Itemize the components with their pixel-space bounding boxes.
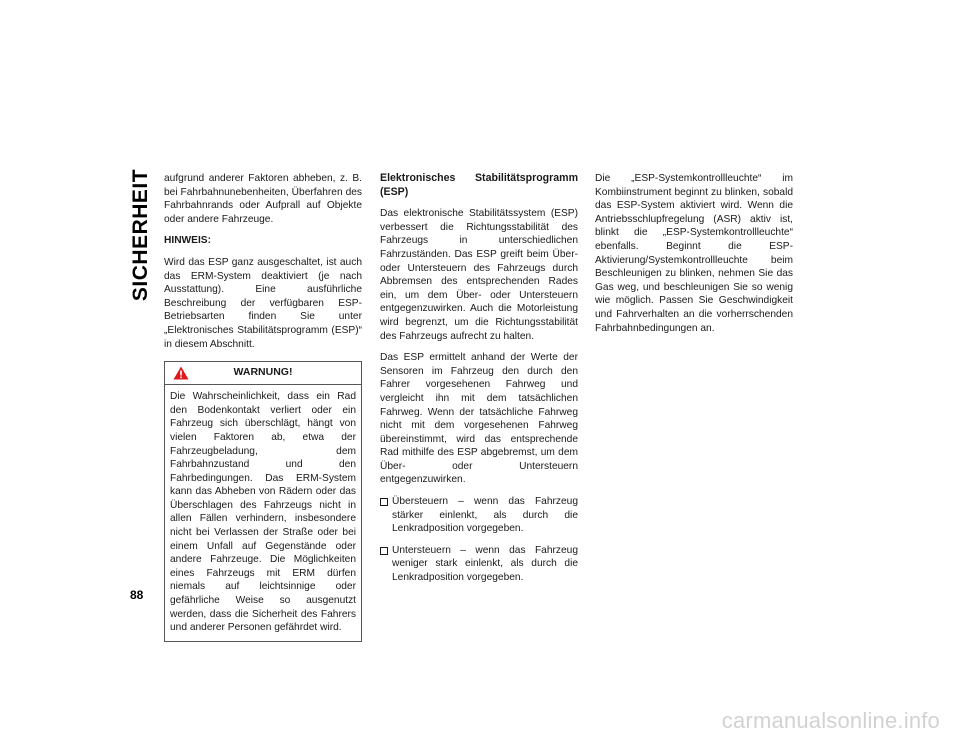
warning-text: Die Wahrscheinlichkeit, dass ein Rad den Bodenkontakt verliert oder ein Fahrzeug sich überschlägt, hängt von vielen Faktoren ab, etwa der Fahrzeugbeladung, dem Fahrbahnzustand und den Fahrbedingungen. Das ERM-System kann das Abheben von Rädern oder das Überschlagen des Fahrzeugs nicht in allen Fällen verhindern, insbesondere nicht bei Verlassen der Straße oder bei einem Unfall auf Gegenstände oder andere Fahrzeuge. Die Möglichkeiten eines Fahrzeugs mit ERM dürfen niemals auf leichtsinnige oder gefährliche Weise so ausgenutzt werden, dass die Sicherheit des Fahrers und anderer Personen gefährdet wird.: [170, 391, 356, 634]
square-bullet-icon: [380, 547, 388, 555]
section-tab-label: SICHERHEIT: [129, 168, 152, 302]
list-item-text: Untersteuern – wenn das Fahrzeug weniger stark einlenkt, als durch die Lenkradposition vorgegeben.: [392, 544, 578, 584]
paragraph-esp-intro: Das elektronische Stabilitätssystem (ESP) verbessert die Richtungsstabilität des Fahrzeugs in unterschiedlichen Fahrzuständen. Das ESP greift beim Über- oder Untersteuern des Fahrzeugs durch Abbremsen des entsprechenden Rades ein, um dem Über- oder Untersteuern entgegenzuwirken. Auch die Motorleistung wird begrenzt, um die Richtungsstabilität des Fahrzeugs aufrecht zu halten.: [380, 208, 578, 342]
warning-box: [164, 361, 362, 642]
column-left: [164, 172, 362, 642]
warning-header: [165, 362, 361, 385]
list-item-text: Übersteuern – wenn das Fahrzeug stärker einlenkt, als durch die Lenkradposition vorgegeben.: [392, 496, 578, 535]
square-bullet-icon: [380, 498, 388, 506]
column-middle: [380, 172, 578, 593]
warning-title: WARNUNG!: [233, 366, 293, 379]
note-title: HINWEIS:: [164, 235, 211, 247]
warning-triangle-icon: [173, 366, 189, 380]
section-tab: [126, 160, 156, 310]
list-item: [380, 495, 578, 536]
paragraph-esp-function: Das ESP ermittelt anhand der Werte der Sensoren im Fahrzeug den durch den Fahrer vorgesehenen Fahrweg und vergleicht ihn mit dem tatsächlichen Fahrweg. Wenn der tatsächliche Fahrweg nicht mit dem vorgesehenen Fahrweg übereinstimmt, wird das entsprechende Rad mithilfe des ESP abgebremst, um dem Über- oder Untersteuern entgegenzuwirken.: [380, 352, 578, 486]
list-item: [380, 544, 578, 585]
note-text: Wird das ESP ganz ausgeschaltet, ist auch das ERM-System deaktiviert (je nach Ausstattung). Eine ausführliche Beschreibung der verfügbaren ESP-Betriebsarten finden Sie unter „Elektronisches Stabilitätsprogramm (ESP)“ in diesem Abschnitt.: [164, 256, 362, 350]
section-title: Elektronisches Stabilitätsprogramm (ESP): [380, 172, 578, 198]
paragraph-indicator-light: Die „ESP-Systemkontrollleuchte“ im Kombiinstrument beginnt zu blinken, sobald das ESP-System aktiviert wird. Wenn die Antriebsschlupfregelung (ASR) aktiv ist, blinkt die „ESP-Systemkontrollleuchte“ ebenfalls. Beginnt die ESP-Aktivierung/Systemkontrollleuchte beim Beschleunigen zu blinken, nehmen Sie das Gas weg, und beschleunigen Sie so wenig wie möglich. Passen Sie Geschwindigkeit und Fahrverhalten an die vorherrschenden Fahrbahnbedingungen an.: [595, 173, 793, 334]
intro-paragraph: aufgrund anderer Faktoren abheben, z. B. bei Fahrbahnunebenheiten, Überfahren des Fahrbahnrands oder Aufprall auf Objekte oder andere Fahrzeuge.: [164, 173, 362, 225]
page-number: 88: [130, 588, 144, 602]
watermark: carmanualsonline.info: [721, 708, 940, 733]
column-right: [595, 172, 793, 343]
